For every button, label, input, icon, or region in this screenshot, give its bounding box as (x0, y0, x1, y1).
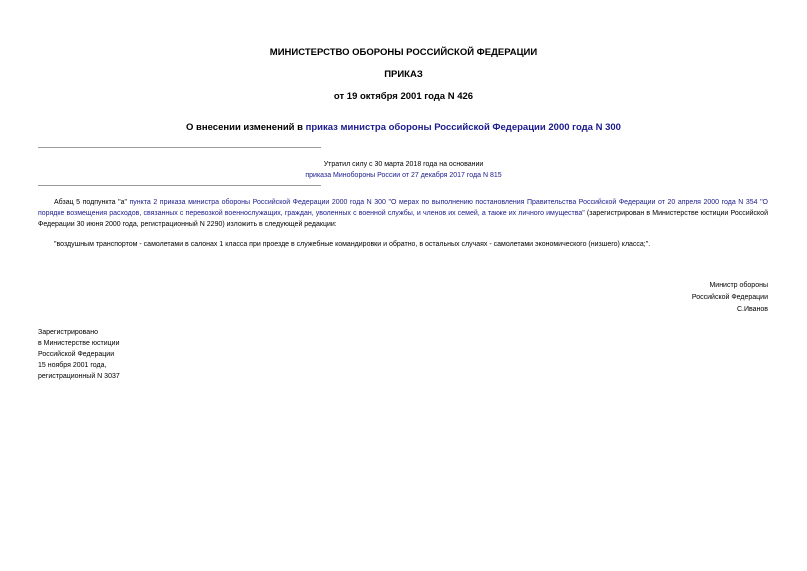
signature-position: Министр обороны (709, 282, 768, 289)
document-date-number: от 19 октября 2001 года N 426 (333, 91, 474, 102)
document-type: ПРИКАЗ (384, 69, 423, 80)
status-note (0, 159, 807, 181)
signature-block (692, 280, 768, 316)
p1-start: Абзац 5 подпункта "а" (54, 199, 130, 206)
p1-link-order-clause[interactable]: пункта 2 приказа министра обороны Российской Федерации 2000 года N 300 (129, 199, 386, 206)
registration-line-5: регистрационный N 3037 (38, 373, 120, 380)
body-paragraph-1 (38, 197, 768, 230)
registration-line-2: в Министерстве юстиции (38, 340, 120, 347)
registration-block (38, 327, 120, 382)
signature-name: С.Иванов (736, 306, 768, 313)
registration-line-4: 15 ноября 2001 года, (38, 362, 107, 369)
ministry-title: МИНИСТЕРСТВО ОБОРОНЫ РОССИЙСКОЙ ФЕДЕРАЦИИ (269, 47, 538, 58)
p1-end: (зарегистрирован в Министерстве юстиции Российской Федерации 30 июня 2000 года, регистрационный N 2290) изложить в следующей редакции: (38, 210, 768, 228)
body-paragraph-2: "воздушным транспортом - самолетами в салонах 1 класса при проезде в служебные командировки и обратно, в остальных случаях - самолетами экономического (низшего) класса;". (54, 241, 651, 248)
document-subject (0, 122, 807, 133)
divider-top (38, 147, 321, 148)
status-note-text: Утратил силу с 30 марта 2018 года на основании (323, 161, 484, 168)
subject-link[interactable]: приказ министра обороны Российской Федерации 2000 года N 300 (305, 122, 621, 133)
signature-country: Российской Федерации (691, 294, 768, 301)
p1-link-order-title[interactable]: "О мерах по выполнению постановления Правительства Российской Федерации от 20 апреля 2000 года N 354 "О порядке возмещения расходов, связанных с перевозкой военнослужащих, граждан, уволенных с военной службы, и членов их семей, а также их личного имущества" (38, 199, 769, 217)
subject-prefix: О внесении изменений в (186, 122, 306, 133)
status-note-link[interactable]: приказа Минобороны России от 27 декабря 2017 года N 815 (305, 172, 502, 179)
registration-line-1: Зарегистрировано (38, 329, 98, 336)
divider-bottom (38, 185, 321, 186)
registration-line-3: Российской Федерации (38, 351, 115, 358)
